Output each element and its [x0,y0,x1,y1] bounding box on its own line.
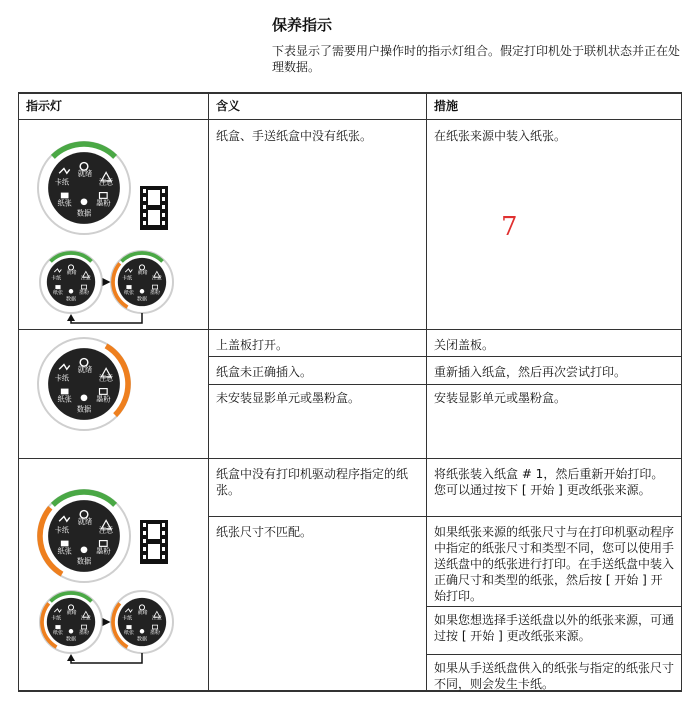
panel-label: 卡纸 [54,177,70,187]
panel-label: 墨粉 [79,289,90,296]
panel-label: 就绪 [137,609,148,616]
panel-label: 卡纸 [54,373,70,383]
data-icon [140,289,145,294]
action-cell: 将纸张装入纸盒 # 1，然后重新开始打印。您可以通过按下 [ 开始 ] 更改纸张来源。 [434,467,664,497]
film-hole [162,539,165,543]
film-hole [162,213,165,217]
film-hole [162,531,165,535]
panel-label: 就绪 [137,269,148,276]
panel-label: 墨粉 [79,629,90,636]
action-cell: 关闭盖板。 [434,338,495,352]
panel-label: 注意 [98,177,114,187]
panel-label: 就绪 [66,609,77,616]
panel-label: 卡纸 [122,615,133,622]
panel-label: 墨粉 [96,546,111,556]
film-hole [162,555,165,559]
panel-label: 墨粉 [150,289,161,296]
cycle-arrow [71,313,142,323]
panel-label: 就绪 [77,517,93,527]
meaning-cell: 未安装显影单元或墨粉盒。 [216,391,361,405]
panel-label: 纸张 [57,394,72,404]
page-title: 保养指示 [272,16,333,34]
action-cell: 如果纸张来源的纸张尺寸与在打印机驱动程序中指定的纸张尺寸和类型不同，您可以使用手送纸盘中的纸张进行打印。在手送纸盘中装入正确尺寸和类型的纸张，然后按 [ 开始 ] 开始打印。 [434,525,675,603]
panel-label: 卡纸 [51,275,62,282]
panel-label: 数据 [65,296,77,303]
film-hole [143,213,146,217]
film-hole [143,555,146,559]
film-hole [143,189,146,193]
data-icon [140,629,145,634]
action-cell: 在纸张来源中装入纸张。 [434,129,567,143]
film-hole [143,221,146,225]
data-icon [69,629,74,634]
panel-label: 注意 [98,525,114,535]
panel-label: 数据 [76,556,92,566]
arrow-head [67,654,75,661]
panel-label: 数据 [136,296,148,303]
meaning-cell: 上盖板打开。 [216,338,289,352]
panel-label: 数据 [76,208,92,218]
panel-label: 卡纸 [54,525,70,535]
paper-icon [126,625,131,629]
intro-text: 下表显示了需要用户操作时的指示灯组合。假定打印机处于联机状态并正在处理数据。 [272,44,681,74]
panel-label: 注意 [151,275,162,282]
action-cell: 重新插入纸盒，然后再次尝试打印。 [434,365,627,379]
arrow-head [103,278,111,286]
data-icon [69,289,74,294]
panel-label: 注意 [80,615,91,622]
panel-label: 纸张 [57,546,72,556]
panel-label: 纸张 [123,629,134,636]
panel-label: 数据 [76,404,92,414]
panel-label: 纸张 [52,289,63,296]
meaning-cell: 纸盒、手送纸盒中没有纸张。 [216,129,373,143]
panel-label: 纸张 [123,289,134,296]
arrow-head [103,618,111,626]
film-hole [143,205,146,209]
film-frame [148,210,160,225]
panel-label: 就绪 [77,169,93,179]
panel-label: 数据 [65,636,77,643]
film-hole [162,547,165,551]
header-indicator: 指示灯 [26,99,63,113]
panel-label: 墨粉 [96,394,111,404]
panel-label: 纸张 [57,198,72,208]
data-icon [81,394,88,401]
panel-label: 墨粉 [150,629,161,636]
meaning-cell: 纸盒未正确插入。 [216,365,313,379]
panel-label: 注意 [151,615,162,622]
panel-label: 数据 [136,636,148,643]
film-hole [162,523,165,527]
panel-label: 卡纸 [51,615,62,622]
paper-icon [55,625,60,629]
film-hole [162,189,165,193]
data-icon [81,546,88,553]
meaning-cell: 纸盒中没有打印机驱动程序指定的纸张。 [216,467,409,497]
panel-label: 纸张 [52,629,63,636]
film-hole [143,547,146,551]
panel-label: 墨粉 [96,198,111,208]
header-action: 措施 [434,99,459,113]
annotation-number: 7 [501,212,518,242]
arrow-head [67,314,75,321]
header-meaning: 含义 [216,99,241,113]
panel-label: 注意 [98,373,114,383]
action-cell: 安装显影单元或墨粉盒。 [434,391,567,405]
film-hole [143,523,146,527]
panel-label: 就绪 [66,269,77,276]
film-hole [143,197,146,201]
action-cell: 如果从手送纸盘供入的纸张与指定的纸张尺寸不同，则会发生卡纸。 [434,661,675,691]
film-hole [143,539,146,543]
cycle-arrow [71,653,142,663]
film-hole [162,197,165,201]
panel-label: 就绪 [77,365,93,375]
film-hole [162,221,165,225]
film-hole [143,531,146,535]
panel-label: 卡纸 [122,275,133,282]
panel-label: 注意 [80,275,91,282]
film-hole [162,205,165,209]
meaning-cell: 纸张尺寸不匹配。 [216,525,313,539]
paper-icon [126,285,131,289]
film-frame [148,190,160,205]
film-frame [148,544,160,559]
film-frame [148,524,160,539]
data-icon [81,198,88,205]
action-cell: 如果您想选择手送纸盘以外的纸张来源，可通过按 [ 开始 ] 更改纸张来源。 [434,613,675,643]
paper-icon [55,285,60,289]
